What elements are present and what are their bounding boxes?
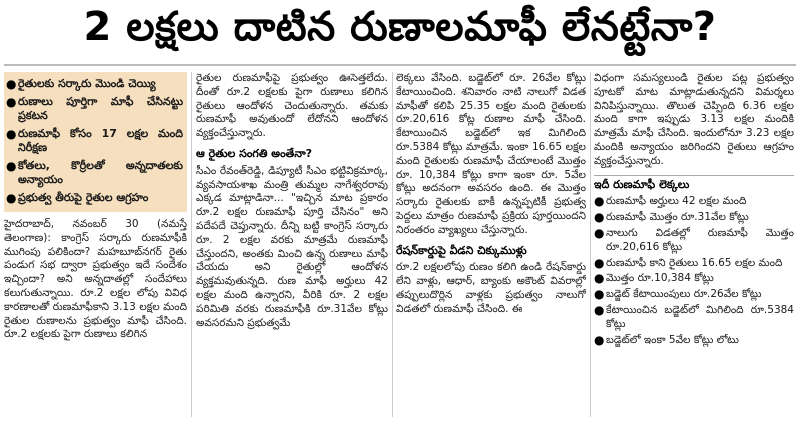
column-4 bbox=[594, 72, 794, 422]
article-body-col2-p2: సీఎం రేవంత్‌రెడ్డి, డిప్యూటీ సీఎం భట్టివిక్రమార్క, వ్యవసాయశాఖ మంత్రి తుమ్మల నాగేశ్వరరావు ఎక్కడ మాట్లాడినా... "ఇచ్చిన మాట ప్రకారం రూ.2 లక్షల రుణమాఫీ పూర్తి చేసినం" అని పదేపదే చెప్తున్నారు. దీన్ని బట్టి కాంగ్రెస్ సర్కారు రూ. 2 లక్షల వరకు మాత్రమే రుణమాఫీ చేస్తుందని, అంతకు మించి ఉన్న రుణాలు మాఫీ చేయదు అని రైతుల్లో ఆందోళన వ్యక్తమవుతున్నది. రుణ మాఫీ అర్హులు 42 లక్షల మంది ఉన్నారని, వీరికి రూ. 2 లక్షల పరిమితి వరకు రుణమాఫీకి రూ.31వేల కోట్లు అవసరమని ప్రభుత్వమే bbox=[196, 164, 388, 329]
highlights-box bbox=[4, 72, 187, 212]
bullet-icon: ● bbox=[594, 194, 605, 209]
article-body-col3-p2: రూ.2 లక్షలలోపు రుణం కలిగి ఉండి రేషన్‌కార్డు లేని వాళ్లు, ఆధార్, బ్యాంకు అకౌంట్ వివరాల్లో తప్పులుదొర్లిన వాళ్లకు ప్రభుత్వం నాలుగో విడతలో రుణమాఫీ చేసింది. ఈ bbox=[396, 261, 586, 315]
fact-item: ● రుణమాఫీ కాని రైతులు 16.65 లక్షల మంది bbox=[594, 255, 783, 270]
column-3 bbox=[396, 72, 586, 422]
bullet-icon: ● bbox=[6, 158, 17, 173]
bullet-icon: ● bbox=[594, 302, 605, 317]
bullet-icon: ● bbox=[6, 190, 17, 205]
bullet-icon: ● bbox=[594, 287, 605, 302]
fact-item: ● రుణమాఫీ అర్హులు 42 లక్షల మంది bbox=[594, 194, 747, 209]
highlight-item: ● ప్రభుత్వ తీరుపై రైతుల ఆగ్రహం bbox=[6, 190, 149, 205]
column-1 bbox=[4, 72, 187, 422]
column-divider bbox=[191, 72, 192, 417]
highlight-item: ● రైతులకు సర్కారు మొండి చెయ్యి bbox=[6, 77, 156, 91]
article-body-col1: హైదరాబాద్, నవంబర్ 30 (నమస్తే తెలంగాణ): కాంగ్రెస్ సర్కారు రుణమాఫీకి ముగింపు పలికిందా? మహబూబ్‌నగర్ రైతు పండుగ సభ ద్వారా ప్రభుత్వం ఇదే సందేశం ఇచ్చిందా? అని అన్నదాతల్లో సందేహాలు కలుగుతున్నాయి. రూ.2 లక్షల లోపు వివిధ కారణాలతో రుణమాఫీకాని 3.13 లక్షల మంది రైతుల రుణాలను ప్రభుత్వం మాఫీ చేసింది. రూ.2 లక్షలకు పైగా రుణాలు కలిగిన bbox=[4, 218, 187, 341]
column-divider bbox=[392, 72, 393, 417]
bullet-icon: ● bbox=[594, 271, 605, 286]
fact-item: ● మొత్తం రూ.10,384 కోట్లు bbox=[594, 271, 714, 286]
subheading-loan-facts: ఇదీ రుణమాఫీ లెక్కలు bbox=[594, 175, 794, 192]
bullet-icon: ● bbox=[6, 94, 17, 109]
fact-item: ● బడ్జెట్ కేటాయింపులు రూ.26వేల కోట్లు bbox=[594, 287, 762, 302]
subheading-ration-card: రేషన్‌కార్డుపై వీడని చిక్కుముళ్లు bbox=[396, 243, 527, 257]
headline-rule bbox=[4, 64, 796, 66]
highlight-item: ● కోతలు, కొర్రీలతో అన్నదాతలకు అన్యాయం bbox=[6, 158, 183, 186]
article-body-col3-p1: లెక్కలు వేసింది. బడ్జెట్‌లో రూ. 26వేల కోట్లు కేటాయించింది. శనివారం నాటి నాలుగో విడత మాఫీతో కలిపి 25.35 లక్షల మంది రైతులకు రూ.20,616 కోట్ల రుణాల మాఫీ చేసింది. కేటాయించిన బడ్జెట్‌లో ఇక మిగిలింది రూ.5384 కోట్లు మాత్రమే. ఇంకా 16.65 లక్షల మంది రైతులకు రుణమాఫీ చేయాలంటే మొత్తం రూ. 10,384 కోట్లు కాగా ఇంకా రూ. 5వేల కోట్లు అదనంగా అవసరం ఉంది. ఈ మొత్తం సర్కారు రైతులకు బాకీ ఉన్నప్పటికీ ప్రభుత్వ పెద్దలు మాత్రం రుణమాఫీ ప్రక్రియ పూర్తయిందని నిరంతరం వ్యాఖ్యలు చేస్తున్నారు. bbox=[396, 72, 586, 236]
bullet-icon: ● bbox=[594, 255, 605, 270]
highlight-item: ● రుణాలు పూర్తిగా మాఫీ చేసినట్టు ప్రకటన bbox=[6, 94, 183, 122]
highlight-item: ● రుణమాఫీ కోసం 17 లక్షల మంది నిరీక్షణ bbox=[6, 126, 183, 154]
fact-item: ● కేటాయించిన బడ్జెట్‌లో మిగిలింది రూ.5384 కోట్లు bbox=[594, 302, 794, 330]
bullet-icon: ● bbox=[594, 225, 605, 240]
bullet-icon: ● bbox=[6, 77, 17, 91]
bullet-icon: ● bbox=[6, 126, 17, 141]
headline: 2 లక్షలు దాటిన రుణాలమాఫీ లేనట్టేనా? bbox=[83, 4, 717, 50]
fact-item: ● రుణమాఫీ మొత్తం రూ.31వేల కోట్లు bbox=[594, 210, 749, 225]
article-body-col2-p1: రైతుల రుణమాఫీపై ప్రభుత్వం ఊసెత్తలేదు. దీంతో రూ.2 లక్షలకు పైగా రుణాలు కలిగిన రైతులు ఆందోళన చెందుతున్నారు. తమకు రుణమాఫీ అవుతుందో లేదోనని ఆందోళన వ్యక్తంచేస్తున్నారు. bbox=[196, 72, 388, 140]
fact-item: ● బడ్జెట్‌లో ఇంకా 5వేల కోట్లు లోటు bbox=[594, 332, 739, 347]
bullet-icon: ● bbox=[594, 332, 605, 347]
column-2 bbox=[196, 72, 388, 422]
bullet-icon: ● bbox=[594, 210, 605, 225]
subheading-farmers: ఆ రైతుల సంగతి అంతేనా? bbox=[196, 146, 313, 160]
article-body-col4-p1: విధంగా సమస్యలుండి రైతుల పట్ల ప్రభుత్వం పూటకో మాట మాట్లాడుతున్నదని విమర్శలు వినిపిస్తున్నాయి. తొలుత చెప్పింది 6.36 లక్షల మంది కాగా ఇప్పుడు 3.13 లక్షల మందికి మాత్రమే మాఫీ చేసింది. ఇందులోనూ 3.23 లక్షల మందికి అన్యాయం జరిగిందని రైతులు ఆగ్రహం వ్యక్తంచేస్తున్నారు. bbox=[594, 72, 794, 167]
column-divider bbox=[590, 72, 591, 417]
fact-item: ● నాలుగు విడతల్లో రుణమాఫీ మొత్తం రూ.20,616 కోట్లు bbox=[594, 225, 794, 253]
